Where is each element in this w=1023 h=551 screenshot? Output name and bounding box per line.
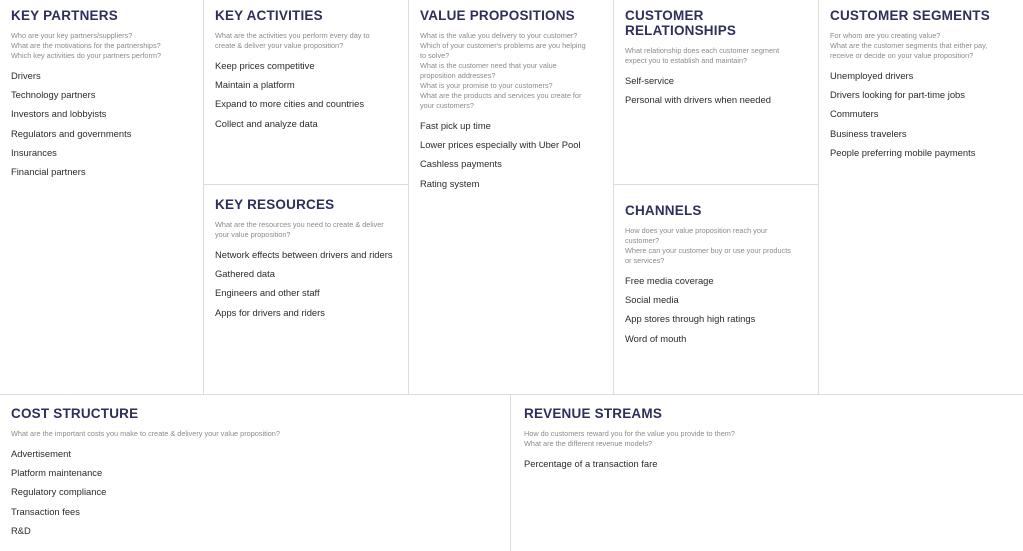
prompt-line: What are the products and services you create for <box>420 91 582 100</box>
list-item: Free media coverage <box>625 275 714 286</box>
prompt-line: What are the resources you need to create & deliver <box>215 220 384 229</box>
key-resources-prompt <box>215 220 397 240</box>
list-item: Keep prices competitive <box>215 60 315 71</box>
list-item: Technology partners <box>11 89 96 101</box>
prompt-line: Who are your key partners/suppliers? <box>11 31 133 40</box>
list-item: Collect and analyze data <box>215 117 318 129</box>
prompt-line: customer? <box>625 236 660 245</box>
list-item: Platform maintenance <box>11 467 103 479</box>
list-item: R&D <box>11 524 31 536</box>
list-item: Advertisement <box>11 448 71 459</box>
customer-segments-title: CUSTOMER SEGMENTS <box>830 8 990 23</box>
revenue-streams-block <box>513 398 1023 551</box>
cost-structure-block <box>0 398 510 551</box>
list-item: Lower prices especially with Uber Pool <box>420 139 581 151</box>
key-partners-prompt <box>11 31 192 61</box>
prompt-line: your value proposition? <box>215 230 291 239</box>
prompt-line: What is the customer need that your value <box>420 61 557 70</box>
channels-prompt <box>625 226 807 266</box>
list-item: Percentage of a transaction fare <box>524 458 658 469</box>
prompt-line: your customers? <box>420 101 474 110</box>
list-item: Drivers looking for part-time jobs <box>830 89 965 101</box>
list-item: Word of mouth <box>625 332 687 344</box>
key-activities-title: KEY ACTIVITIES <box>215 8 323 23</box>
list-item: Social media <box>625 294 679 306</box>
cost-structure-prompt <box>11 429 499 439</box>
list-item: Rating system <box>420 177 480 189</box>
customer-segments-prompt <box>830 31 1012 61</box>
key-activities-list <box>215 60 397 129</box>
prompt-line: What are the activities you perform every day to <box>215 31 370 40</box>
customer-segments-block <box>819 0 1023 394</box>
prompt-line: What relationship does each customer segment <box>625 46 780 55</box>
list-item: Drivers <box>11 70 41 81</box>
value-propositions-prompt <box>420 31 602 111</box>
list-item: Financial partners <box>11 165 86 177</box>
key-resources-list <box>215 249 397 318</box>
key-partners-title: KEY PARTNERS <box>11 8 118 23</box>
customer-segments-list <box>830 70 1012 158</box>
channels-block <box>614 195 818 394</box>
list-item: Unemployed drivers <box>830 70 914 81</box>
list-item: Expand to more cities and countries <box>215 98 365 110</box>
prompt-line: Which of your customer's problems are you helping <box>420 41 586 50</box>
list-item: Transaction fees <box>11 505 80 517</box>
key-partners-block <box>0 0 203 394</box>
prompt-line: What is your promise to your customers? <box>420 81 553 90</box>
revenue-streams-list <box>524 458 1012 469</box>
prompt-line: proposition addresses? <box>420 71 496 80</box>
prompt-line: expect you to establish and maintain? <box>625 56 748 65</box>
divider-horizontal <box>203 184 408 185</box>
cost-structure-list <box>11 448 499 536</box>
channels-list <box>625 275 807 344</box>
list-item: Apps for drivers and riders <box>215 306 325 318</box>
divider-vertical <box>510 394 511 551</box>
customer-relationships-list <box>625 75 807 105</box>
value-propositions-list <box>420 120 602 189</box>
prompt-line: or services? <box>625 256 665 265</box>
divider-horizontal <box>613 184 818 185</box>
key-resources-block <box>204 189 408 394</box>
list-item: Personal with drivers when needed <box>625 94 771 106</box>
key-resources-title: KEY RESOURCES <box>215 197 335 212</box>
prompt-line: What are the important costs you make to create & delivery your value proposition? <box>11 429 280 438</box>
list-item: App stores through high ratings <box>625 313 756 325</box>
prompt-line: receive or decide on your value proposition? <box>830 51 974 60</box>
customer-relationships-block <box>614 0 818 184</box>
list-item: Insurances <box>11 146 57 158</box>
list-item: Gathered data <box>215 268 275 280</box>
list-item: Business travelers <box>830 127 907 139</box>
prompt-line: What is the value you delivery to your customer? <box>420 31 578 40</box>
list-item: Engineers and other staff <box>215 287 320 299</box>
key-activities-block <box>204 0 408 184</box>
value-propositions-title: VALUE PROPOSITIONS <box>420 8 575 23</box>
prompt-line: to solve? <box>420 51 450 60</box>
revenue-streams-title: REVENUE STREAMS <box>524 406 663 421</box>
cost-structure-title: COST STRUCTURE <box>11 406 139 421</box>
divider-horizontal <box>0 394 1023 395</box>
key-activities-prompt <box>215 31 397 51</box>
prompt-line: Where can your customer buy or use your products <box>625 246 791 255</box>
list-item: People preferring mobile payments <box>830 146 976 158</box>
prompt-line: How do customers reward you for the value you provide to them? <box>524 429 735 438</box>
prompt-line: What are the different revenue models? <box>524 439 653 448</box>
value-propositions-block <box>409 0 613 394</box>
prompt-line: What are the motivations for the partnerships? <box>11 41 161 50</box>
customer-relationships-title: CUSTOMER RELATIONSHIPS <box>625 8 737 38</box>
list-item: Network effects between drivers and riders <box>215 249 393 260</box>
prompt-line: How does your value proposition reach your <box>625 226 768 235</box>
list-item: Investors and lobbyists <box>11 108 107 120</box>
channels-title: CHANNELS <box>625 203 702 218</box>
list-item: Regulatory compliance <box>11 486 107 498</box>
prompt-line: For whom are you creating value? <box>830 31 941 40</box>
revenue-streams-prompt <box>524 429 1012 449</box>
list-item: Cashless payments <box>420 158 502 170</box>
customer-relationships-prompt <box>625 46 807 66</box>
list-item: Self-service <box>625 75 674 86</box>
list-item: Maintain a platform <box>215 79 295 91</box>
list-item: Regulators and governments <box>11 127 132 139</box>
prompt-line: What are the customer segments that either pay, <box>830 41 988 50</box>
list-item: Fast pick up time <box>420 120 491 131</box>
key-partners-list <box>11 70 192 177</box>
prompt-line: create & deliver your value proposition? <box>215 41 344 50</box>
list-item: Commuters <box>830 108 879 120</box>
prompt-line: Which key activities do your partners perform? <box>11 51 162 60</box>
